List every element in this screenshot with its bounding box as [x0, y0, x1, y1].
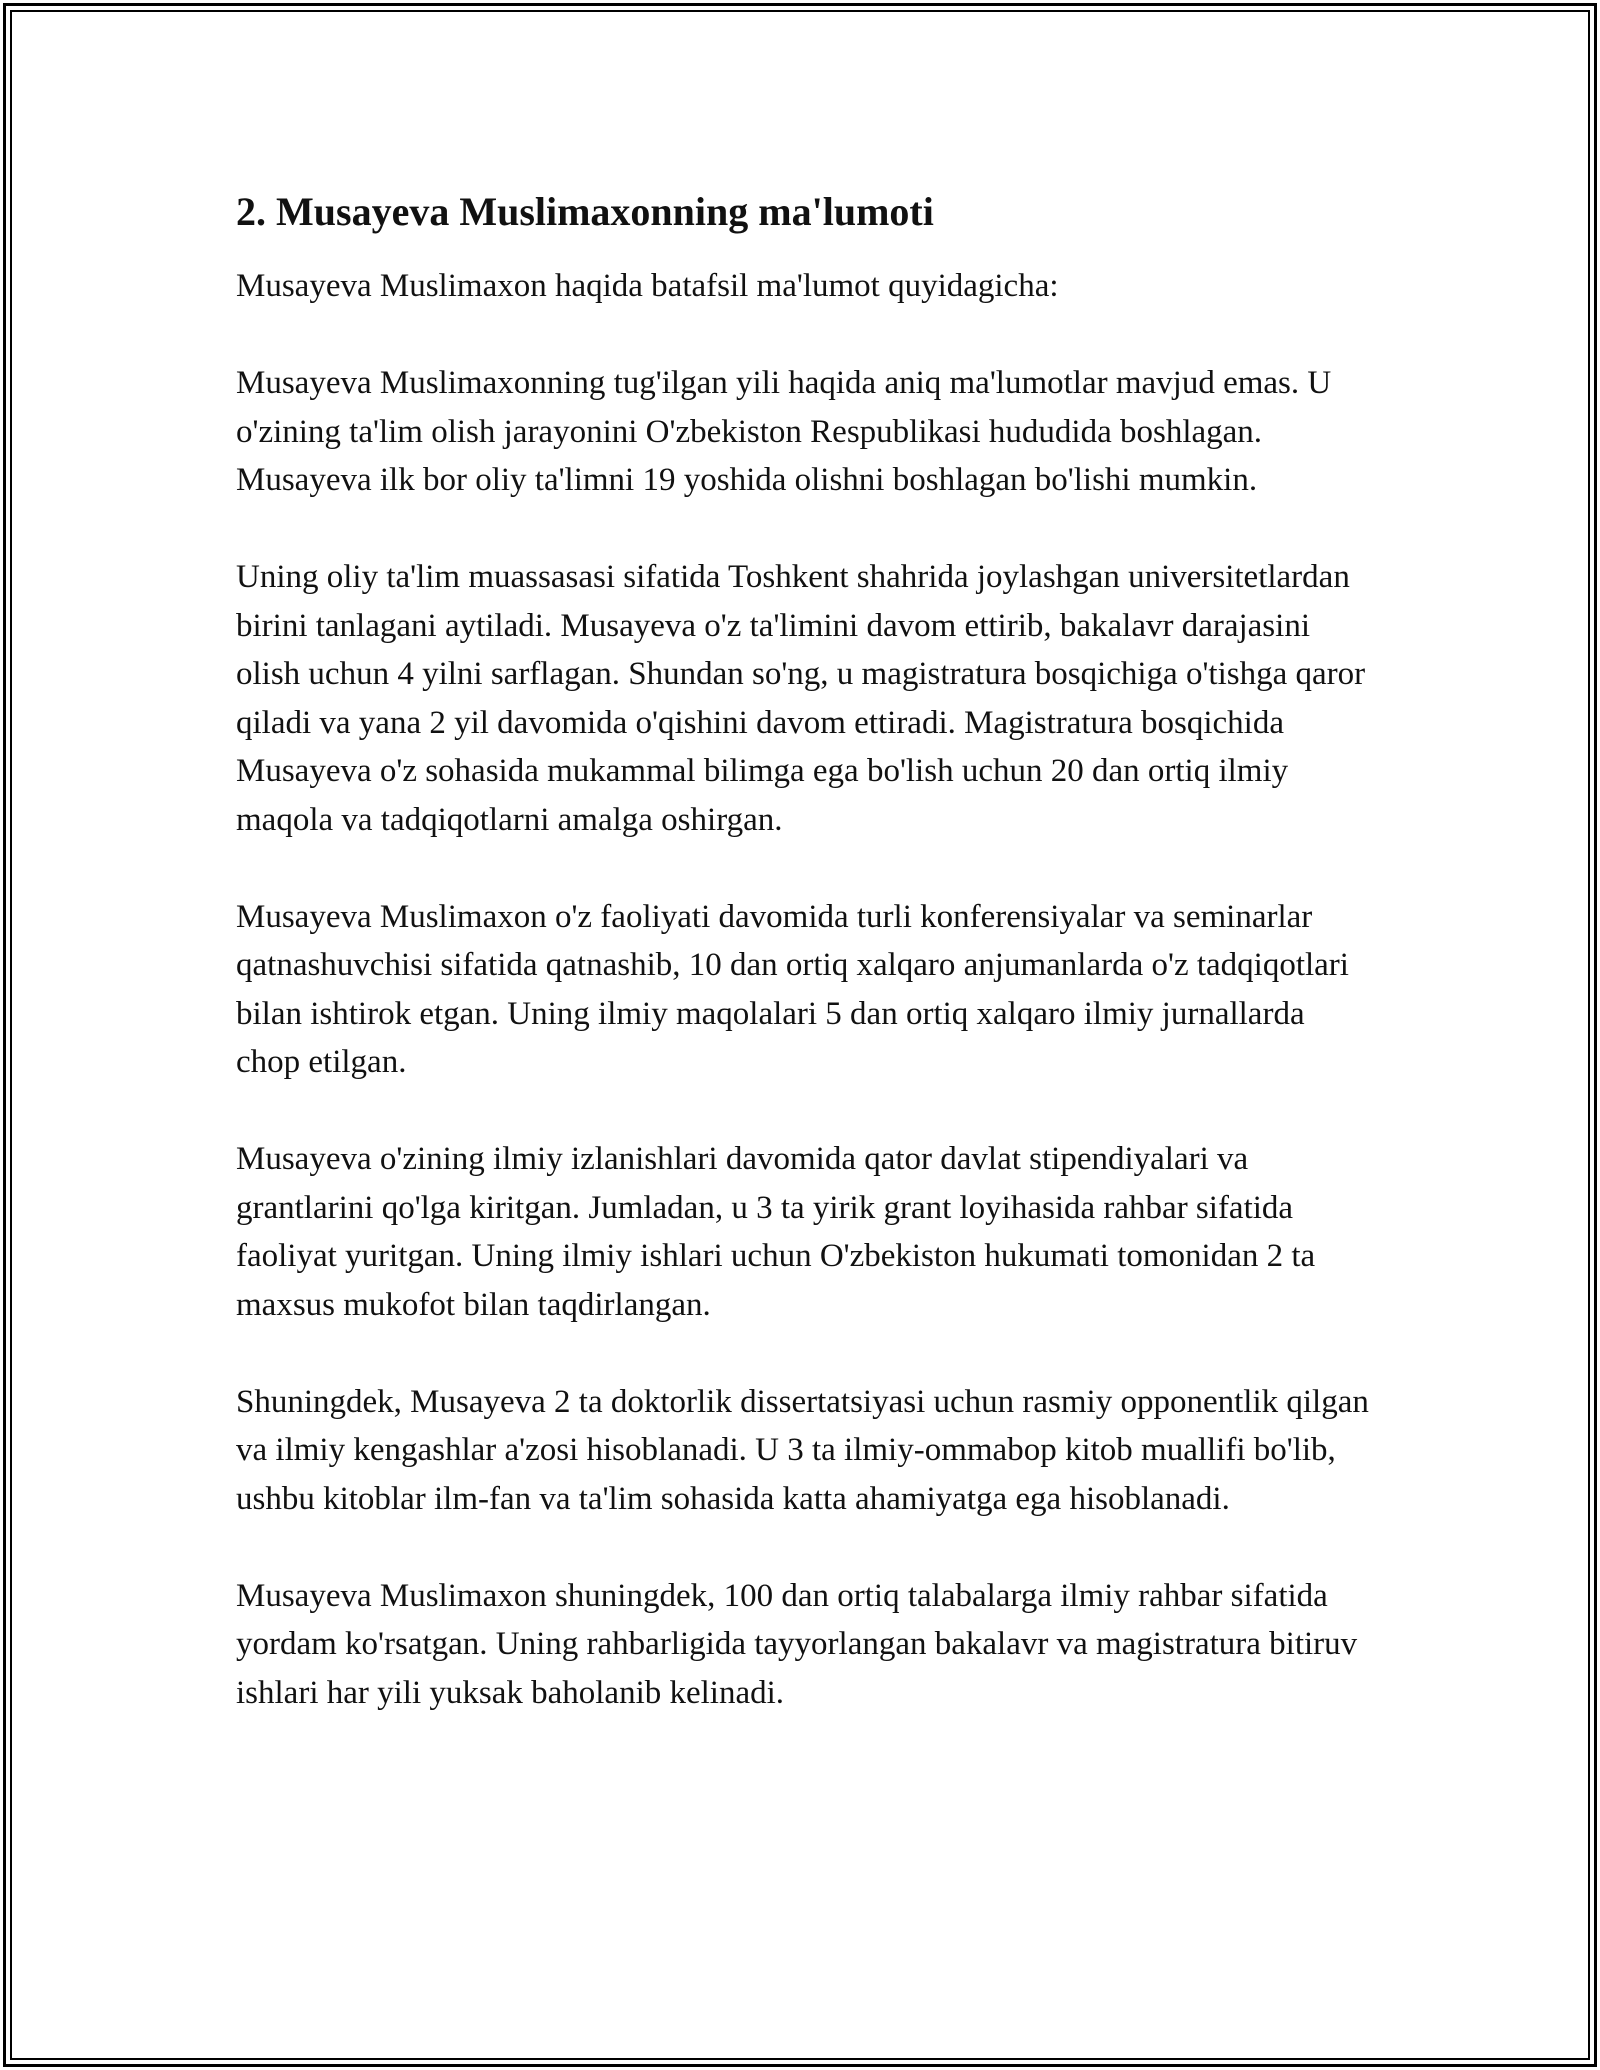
intro-paragraph: Musayeva Muslimaxon haqida batafsil ma'lumot quyidagicha:: [236, 268, 1059, 304]
document-body: [236, 186, 1370, 1766]
paragraph-grants: Musayeva o'zining ilmiy izlanishlari davomida qator davlat stipendiyalari va grantlarini qo'lga kiritgan. Jumladan, u 3 ta yirik grant loyihasida rahbar sifatida faoliyat yuritgan. Uning ilmiy ishlari uchun O'zbekiston hukumati tomonidan 2 ta maxsus mukofot bilan taqdirlangan.: [236, 1141, 1316, 1323]
section-heading: 2. Musayeva Muslimaxonning ma'lumoti: [236, 189, 934, 234]
paragraph-students: Musayeva Muslimaxon shuningdek, 100 dan ortiq talabalarga ilmiy rahbar sifatida yordam ko'rsatgan. Uning rahbarligida tayyorlangan bakalavr va magistratura bitiruv ishlari har yili yuksak baholanib kelinadi.: [236, 1577, 1358, 1711]
paragraph-dissertations: Shuningdek, Musayeva 2 ta doktorlik dissertatsiyasi uchun rasmiy opponentlik qilgan va ilmiy kengashlar a'zosi hisoblanadi. U 3 ta ilmiy-ommabop kitob muallifi bo'lib, ushbu kitoblar ilm-fan va ta'lim sohasida katta ahamiyatga ega hisoblanadi.: [236, 1383, 1369, 1517]
paragraph-birth-education: Musayeva Muslimaxonning tug'ilgan yili haqida aniq ma'lumotlar mavjud emas. U o'zining ta'lim olish jarayonini O'zbekiston Respublikasi hududida boshlagan. Musayeva ilk bor oliy ta'limni 19 yoshida olishni boshlagan bo'lishi mumkin.: [236, 365, 1332, 498]
paragraph-conferences: Musayeva Muslimaxon o'z faoliyati davomida turli konferensiyalar va seminarlar qatnashuvchisi sifatida qatnashib, 10 dan ortiq xalqaro anjumanlarda o'z tadqiqotlari bilan ishtirok etgan. Uning ilmiy maqolalari 5 dan ortiq xalqaro ilmiy jurnallarda chop etilgan.: [236, 898, 1349, 1080]
paragraph-university: Uning oliy ta'lim muassasasi sifatida Toshkent shahrida joylashgan universitetlardan birini tanlagani aytiladi. Musayeva o'z ta'limini davom ettirib, bakalavr darajasini olish uchun 4 yilni sarflagan. Shundan so'ng, u magistratura bosqichiga o'tishga qaror qiladi va yana 2 yil davomida o'qishini davom ettiradi. Magistratura bosqichida Musayeva o'z sohasida mukammal bilimga ega bo'lish uchun 20 dan ortiq ilmiy maqola va tadqiqotlarni amalga oshirgan.: [236, 559, 1366, 838]
